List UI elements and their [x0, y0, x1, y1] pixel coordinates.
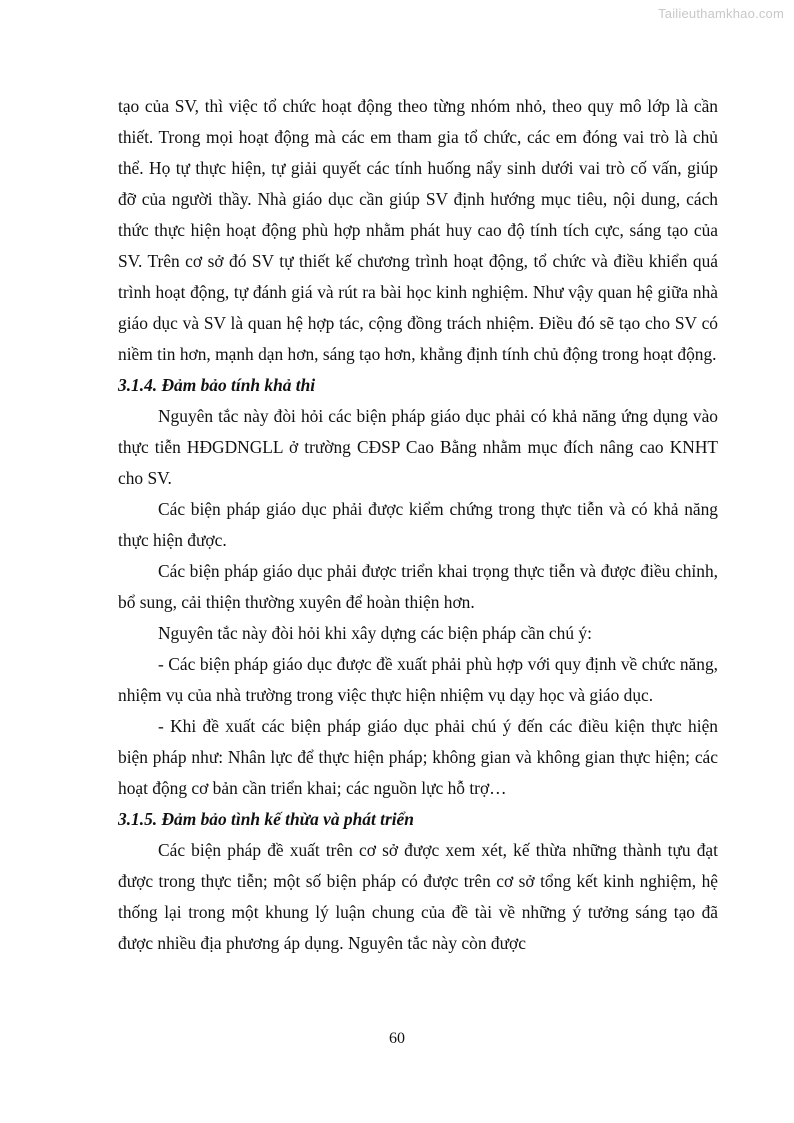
paragraph: Các biện pháp đề xuất trên cơ sở được xem xét, kế thừa những thành tựu đạt được trong thực tiễn; một số biện pháp có được trên cơ sở tổng kết kinh nghiệm, hệ thống lại trong một khung lý luận chung của đề tài về những ý tưởng sáng tạo đã được nhiều địa phương áp dụng. Nguyên tắc này còn được [118, 840, 718, 953]
bullet-paragraph: - Các biện pháp giáo dục được đề xuất phải phù hợp với quy định về chức năng, nhiệm vụ của nhà trường trong việc thực hiện nhiệm vụ dạy học và giáo dục. [118, 654, 718, 705]
section-heading-3-1-4: 3.1.4. Đảm bảo tính khả thi [118, 375, 316, 395]
paragraph: Nguyên tắc này đòi hỏi các biện pháp giáo dục phải có khả năng ứng dụng vào thực tiễn HĐGDNGLL ở trường CĐSP Cao Bằng nhằm mục đích nâng cao KNHT cho SV. [118, 406, 718, 488]
watermark: Tailieuthamkhao.com [658, 6, 784, 21]
paragraph-continuation: tạo của SV, thì việc tổ chức hoạt động theo từng nhóm nhỏ, theo quy mô lớp là cần thiết. Trong mọi hoạt động mà các em tham gia tổ chức, các em đóng vai trò là chủ thể. Họ tự thực hiện, tự giải quyết các tính huống nẩy sinh dưới vai trò cố vấn, giúp đỡ của người thầy. Nhà giáo dục cần giúp SV định hướng mục tiêu, nội dung, cách thức thực hiện hoạt động phù hợp nhằm phát huy cao độ tính tích cực, sáng tạo của SV. Trên cơ sở đó SV tự thiết kế chương trình hoạt động, tổ chức và điều khiển quá trình hoạt động, tự đánh giá và rút ra bài học kinh nghiệm. Như vậy quan hệ giữa nhà giáo dục và SV là quan hệ hợp tác, cộng đồng trách nhiệm. Điều đó sẽ tạo cho SV có niềm tin hơn, mạnh dạn hơn, sáng tạo hơn, khẳng định tính chủ động trong hoạt động. [118, 96, 718, 364]
bullet-paragraph: - Khi đề xuất các biện pháp giáo dục phải chú ý đến các điều kiện thực hiện biện pháp như: Nhân lực để thực hiện pháp; không gian và không gian thực hiện; các hoạt động cơ bản cần triển khai; các nguồn lực hỗ trợ… [118, 716, 718, 798]
page-body [118, 91, 718, 959]
section-heading-3-1-5: 3.1.5. Đảm bảo tình kế thừa và phát triển [118, 809, 414, 829]
paragraph: Nguyên tắc này đòi hỏi khi xây dựng các biện pháp cần chú ý: [158, 623, 592, 643]
page-number: 60 [389, 1030, 405, 1047]
paragraph: Các biện pháp giáo dục phải được triển khai trọng thực tiễn và được điều chỉnh, bổ sung, cải thiện thường xuyên để hoàn thiện hơn. [118, 561, 718, 612]
paragraph: Các biện pháp giáo dục phải được kiểm chứng trong thực tiễn và có khả năng thực hiện được. [118, 499, 718, 550]
